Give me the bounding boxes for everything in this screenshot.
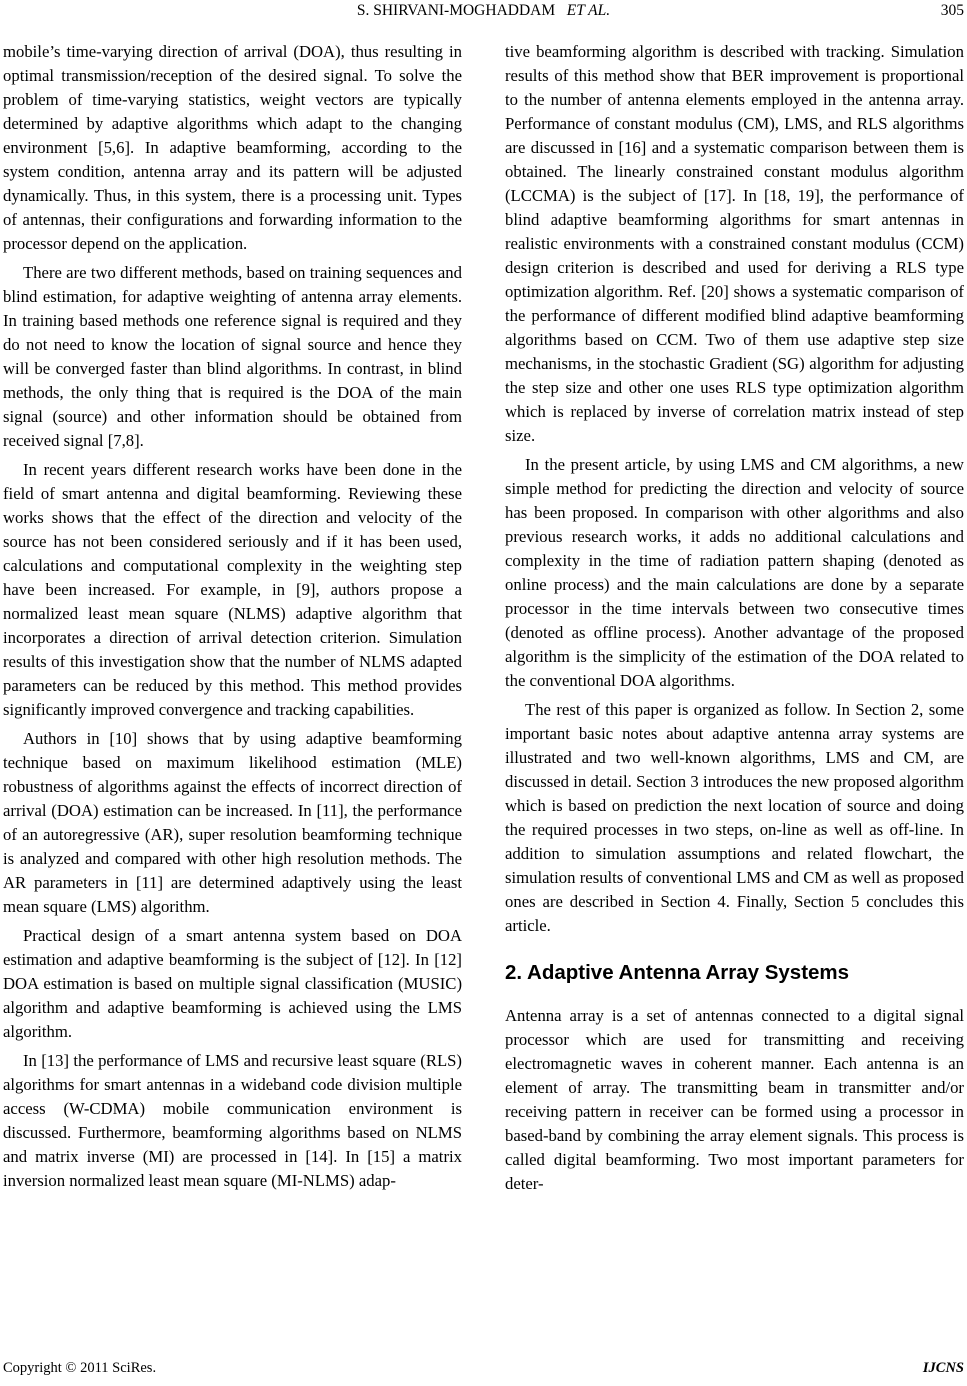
paragraph: tive beamforming algorithm is described with tracking. Simulation results of this method show that BER improvement is proportional to the number of antenna elements employed in the antenna array. Performance of constant modulus (CM), LMS, and RLS algorithms are discussed in [16] and a systematic comparison between them is obtained. The linearly constrained constant modulus algorithm (LCCMA) is the subject of [17]. In [18, 19], the performance of blind adaptive beamforming algorithms for smart antennas in realistic environments with a constrained constant modulus (CCM) design criterion is described and used for deriving a RLS type optimization algorithm. Ref. [20] shows a systematic comparison of the performance of different modified blind adaptive beamforming algorithms based on CCM. Two of them use adaptive step size mechanisms, in the stochastic Gradient (SG) algorithm for adjusting the step size and other one uses RLS type optimization algorithm which is replaced by inverse of correlation matrix instead of step size. [505, 42, 964, 445]
paragraph: In recent years different research works have been done in the field of smart antenna and digital beamforming. Reviewing these works shows that the effect of the direction and velocity of the source has not been considered seriously and if it has been used, calculations and computational complexity in the weighting step have been increased. For example, in [9], authors propose a normalized least mean square (NLMS) adaptive algorithm that incorporates a direction of arrival detection criterion. Simulation results of this investigation show that the number of NLMS adapted parameters can be reduced by this method. This method provides significantly improved convergence and tracking capabilities. [3, 460, 462, 719]
author-name: S. SHIRVANI-MOGHADDAM [356, 2, 556, 19]
section-heading: 2. Adaptive Antenna Array Systems [505, 961, 850, 984]
paragraph: Antenna array is a set of antennas connected to a digital signal processor which are used for transmitting and receiving electromagnetic waves in coherent manner. Each antenna is an element of array. The transmitting beam in transmitter and/or receiving pattern in receiver can be formed using a processor in based-band by combining the array element signals. This process is called digital beamforming. Two most important parameters for deter- [505, 1006, 964, 1193]
paragraph: There are two different methods, based on training sequences and blind estimation, for adaptive weighting of antenna array elements. In training based methods one reference signal is required and they do not need to know the location of signal source and hence they will be converged faster than blind algorithms. In contrast, in blind methods, the only thing that is required is the DOA of the main signal (source) and other information should be obtained from received signal [7,8]. [3, 263, 462, 450]
left-column [3, 40, 462, 1198]
page-footer [0, 1360, 967, 1382]
page-number: 305 [940, 2, 964, 19]
paragraph: mobile’s time-varying direction of arrival (DOA), thus resulting in optimal transmission/reception of the desired signal. To solve the problem of time-varying statistics, weight vectors are typically determined by adaptive algorithms which adapt to the changing environment [5,6]. In adaptive beamforming, according to the system condition, antenna array and its pattern will be adjusted dynamically. Thus, in this system, there is a processing unit. Types of antennas, their configurations and forwarding information to the processor depend on the application. [3, 42, 462, 253]
running-title [0, 2, 967, 20]
paragraph: The rest of this paper is organized as follow. In Section 2, some important basic notes about adaptive antenna array systems are illustrated and two well-known algorithms, LMS and CM, are discussed in detail. Section 3 introduces the new proposed algorithm which is based on prediction the next location of source and doing the required processes in two steps, on-line as well as off-line. In addition to simulation assumptions and related flowchart, the simulation results of conventional LMS and CM as well as proposed ones are described in Section 4. Finally, Section 5 concludes this article. [505, 700, 964, 935]
paragraph: In [13] the performance of LMS and recursive least square (RLS) algorithms for smart antennas in a wideband code division multiple access (W-CDMA) mobile communication environment is discussed. Furthermore, beamforming algorithms based on NLMS and matrix inverse (MI) are processed in [14]. In [15] a matrix inversion normalized least mean square (MI-NLMS) adap- [3, 1051, 462, 1190]
paragraph: Authors in [10] shows that by using adaptive beamforming technique based on maximum likelihood estimation (MLE) robustness of algorithms against the effects of incorrect direction of arrival (DOA) estimation can be increased. In [11], the performance of an autoregressive (AR), super resolution beamforming technique is analyzed and compared with other high resolution methods. The AR parameters in [11] are determined adaptively using the least mean square (LMS) algorithm. [3, 729, 462, 916]
copyright-notice: Copyright © 2011 SciRes. [3, 1360, 157, 1376]
paragraph: In the present article, by using LMS and CM algorithms, a new simple method for predicting the direction and velocity of source has been proposed. In comparison with other algorithms and also previous research works, it adds no additional calculations and complexity in the time of radiation pattern shaping (denoted as online process) and the main calculations are done by a separate processor in the time intervals between two consecutive times (denoted as offline process). Another advantage of the proposed algorithm is the simplicity of the estimation of the DOA related to the conventional DOA algorithms. [505, 455, 964, 690]
right-column [505, 40, 964, 1201]
journal-name: IJCNS [922, 1360, 964, 1376]
paragraph: Practical design of a smart antenna system based on DOA estimation and adaptive beamforming is the subject of [12]. In [12] DOA estimation is based on multiple signal classification (MUSIC) algorithm and adaptive beamforming is achieved using the LMS algorithm. [3, 926, 462, 1041]
running-header [0, 2, 967, 26]
et-al: ET AL. [566, 2, 611, 19]
